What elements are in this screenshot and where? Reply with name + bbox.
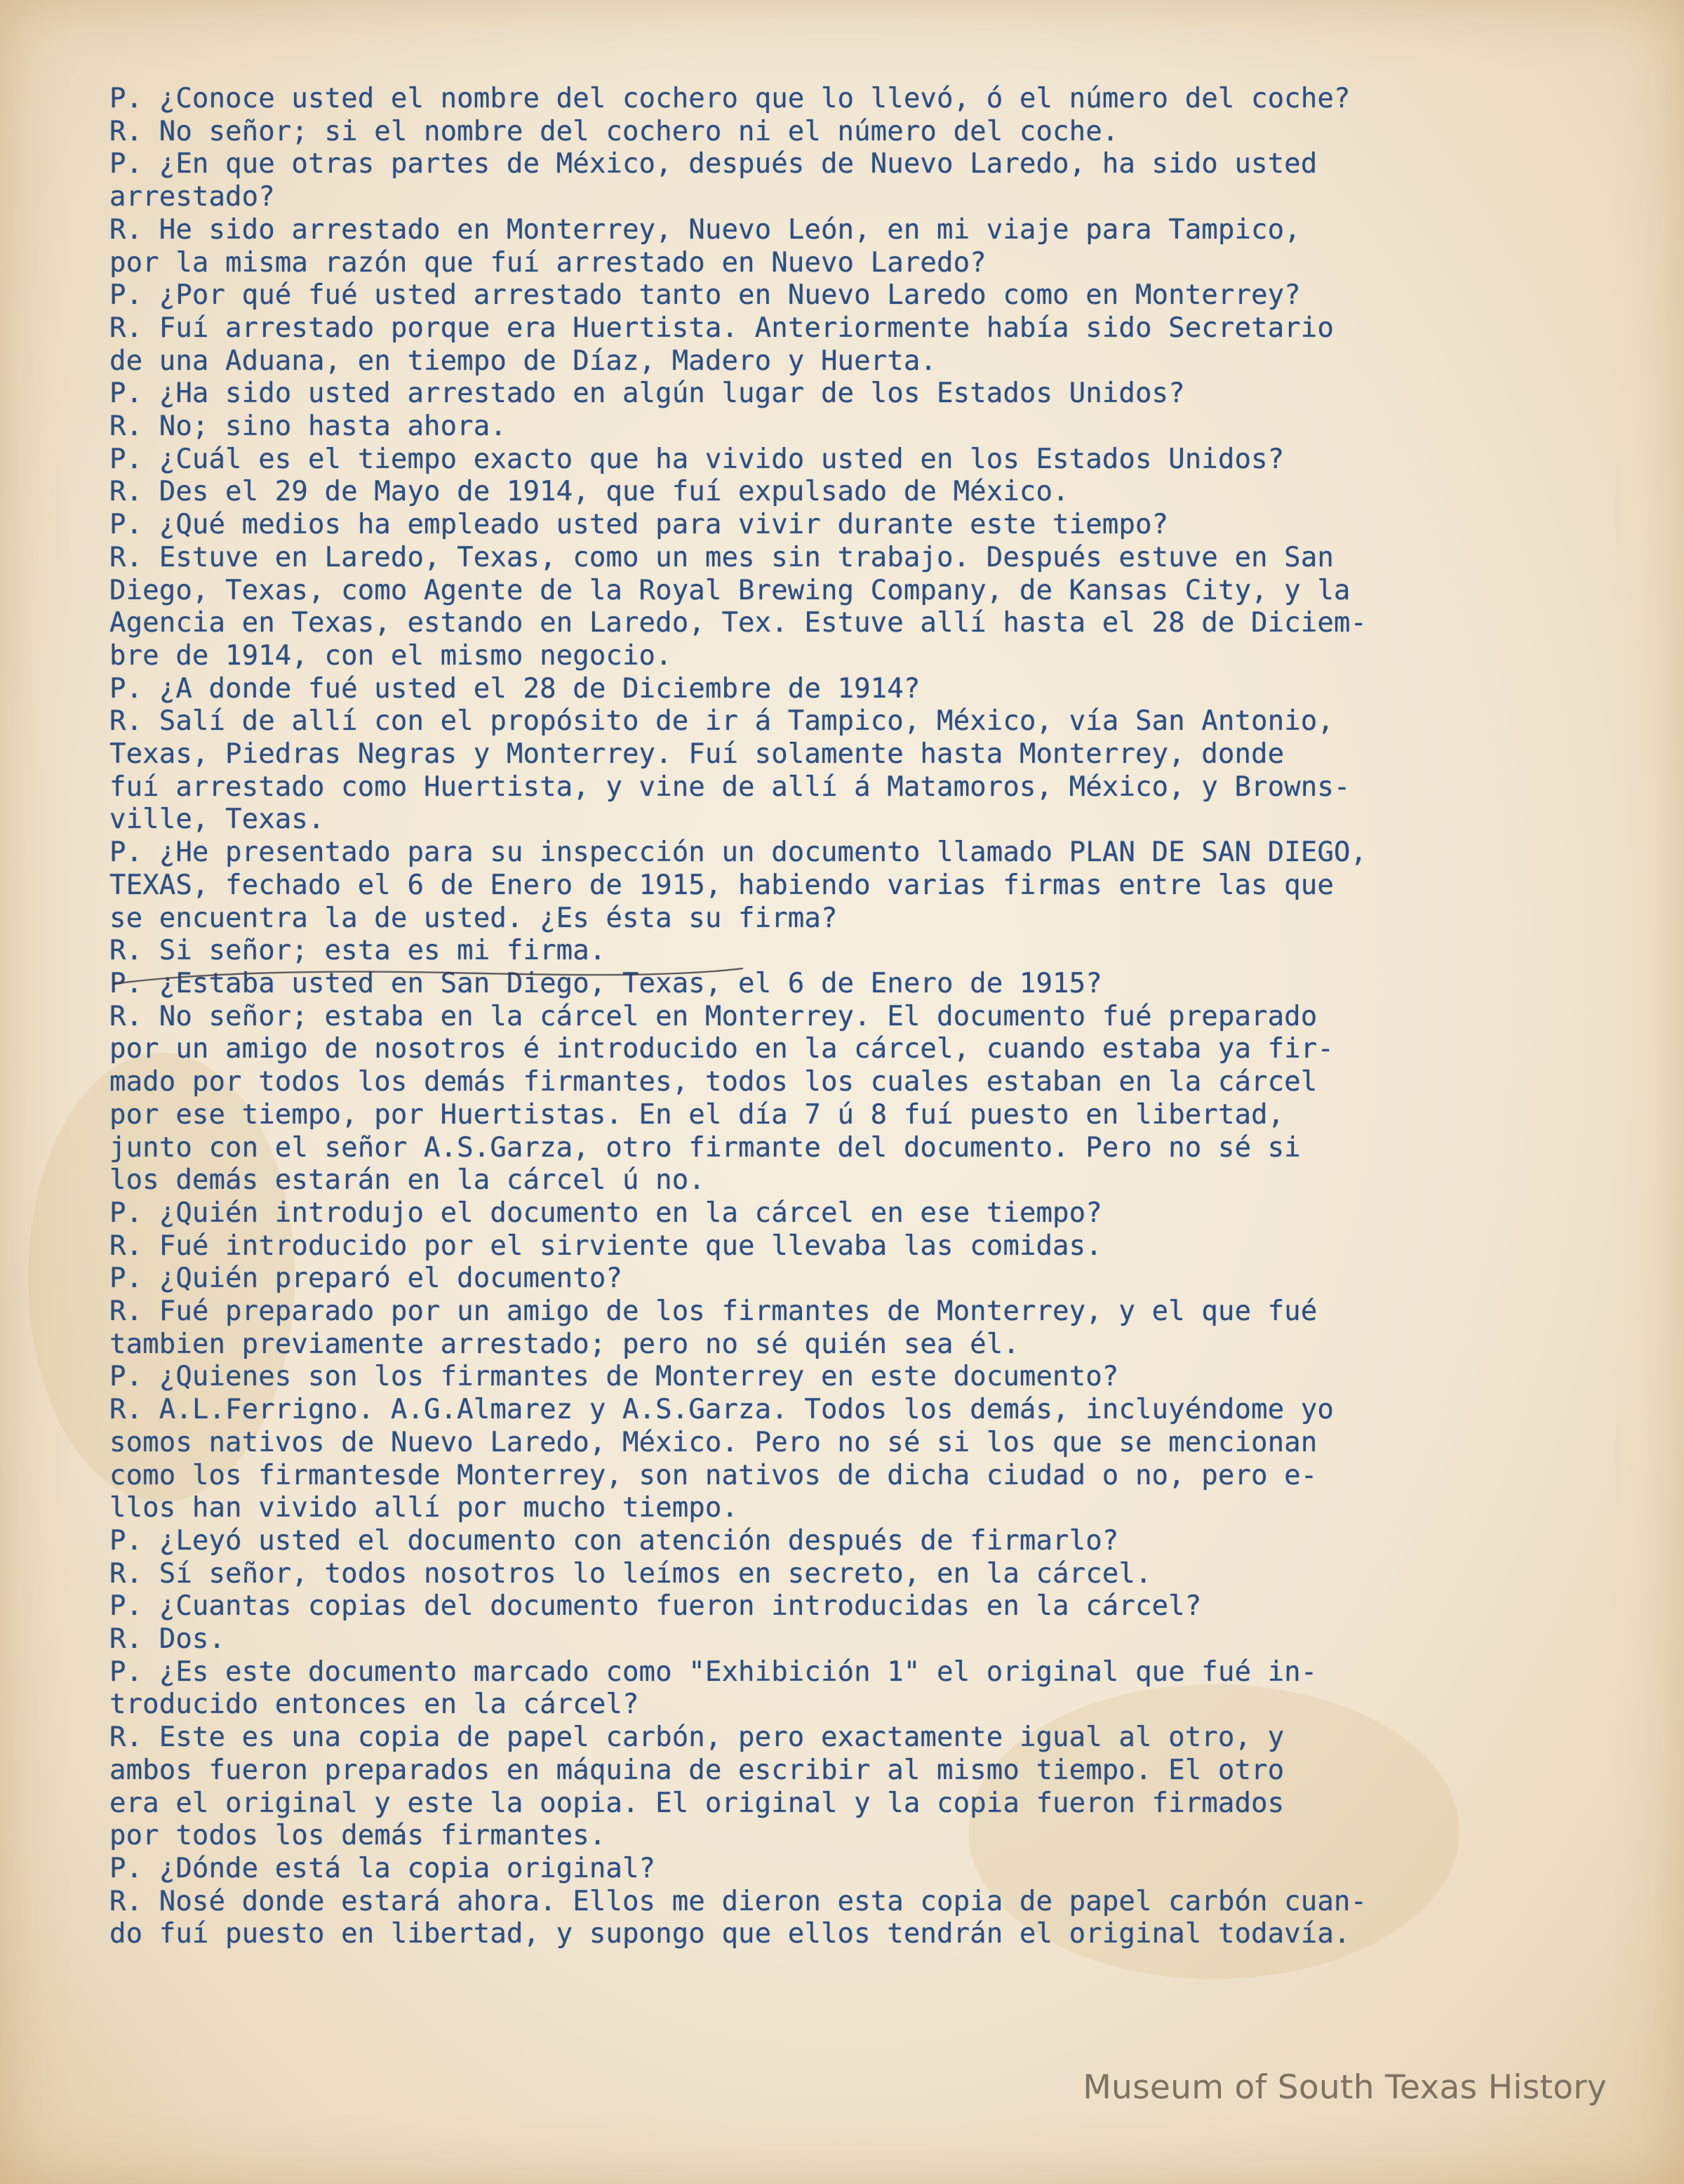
- typed-transcript: [109, 83, 1653, 1951]
- transcript-line: P. ¿A donde fué usted el 28 de Diciembre de 1914?: [109, 672, 921, 705]
- transcript-line: R. Estuve en Laredo, Texas, como un mes sin trabajo. Después estuve en San: [109, 541, 1334, 573]
- transcript-line: de una Aduana, en tiempo de Díaz, Madero y Huerta.: [109, 345, 937, 377]
- transcript-line: R. Fuí arrestado porque era Huertista. Anteriormente había sido Secretario: [109, 312, 1334, 344]
- transcript-line: llos han vivido allí por mucho tiempo.: [109, 1492, 739, 1524]
- transcript-line: P. ¿Por qué fué usted arrestado tanto en Nuevo Laredo como en Monterrey?: [109, 279, 1301, 312]
- transcript-line: por un amigo de nosotros é introducido en la cárcel, cuando estaba ya fir-: [109, 1033, 1334, 1065]
- transcript-line: bre de 1914, con el mismo negocio.: [109, 639, 672, 672]
- transcript-line: R. Si señor; esta es mi firma.: [109, 935, 606, 967]
- transcript-line: P. ¿Estaba usted en San Diego, Texas, el 6 de Enero de 1915?: [109, 967, 1102, 999]
- transcript-line: P. ¿He presentado para su inspección un documento llamado PLAN DE SAN DIEGO,: [109, 837, 1368, 869]
- transcript-line: R. No señor; estaba en la cárcel en Monterrey. El documento fué preparado: [109, 1000, 1318, 1032]
- transcript-line: ville, Texas.: [109, 804, 325, 836]
- transcript-line: como los firmantesde Monterrey, son nativos de dicha ciudad o no, pero e-: [109, 1459, 1318, 1491]
- transcript-line: era el original y este la oopia. El original y la copia fueron firmados: [109, 1787, 1285, 1819]
- transcript-line: P. ¿Dónde está la copia original?: [109, 1852, 656, 1884]
- transcript-line: R. No señor; si el nombre del cochero ni el número del coche.: [109, 115, 1119, 147]
- transcript-line: P. ¿Ha sido usted arrestado en algún lugar de los Estados Unidos?: [109, 378, 1185, 410]
- transcript-line: los demás estarán en la cárcel ú no.: [109, 1164, 705, 1197]
- transcript-line: fuí arrestado como Huertista, y vine de allí á Matamoros, México, y Browns-: [109, 771, 1351, 803]
- transcript-line: junto con el señor A.S.Garza, otro firmante del documento. Pero no sé si: [109, 1131, 1301, 1164]
- transcript-line: do fuí puesto en libertad, y supongo que ellos tendrán el original todavía.: [109, 1918, 1351, 1950]
- transcript-line: Texas, Piedras Negras y Monterrey. Fuí solamente hasta Monterrey, donde: [109, 738, 1285, 771]
- transcript-line: P. ¿Quién introdujo el documento en la cárcel en ese tiempo?: [109, 1197, 1102, 1229]
- transcript-line: R. A.L.Ferrigno. A.G.Almarez y A.S.Garza. Todos los demás, incluyéndome yo: [109, 1394, 1334, 1426]
- transcript-line: somos nativos de Nuevo Laredo, México. Pero no sé si los que se mencionan: [109, 1426, 1318, 1458]
- transcript-line: R. No; sino hasta ahora.: [109, 411, 507, 443]
- transcript-line: tambien previamente arrestado; pero no sé quién sea él.: [109, 1328, 1020, 1360]
- transcript-line: P. ¿Quién preparó el documento?: [109, 1263, 622, 1295]
- transcript-line: P. ¿Cuantas copias del documento fueron introducidas en la cárcel?: [109, 1590, 1202, 1623]
- transcript-line: ambos fueron preparados en máquina de escribir al mismo tiempo. El otro: [109, 1754, 1285, 1786]
- transcript-line: R. Fué preparado por un amigo de los firmantes de Monterrey, y el que fué: [109, 1296, 1318, 1328]
- transcript-line: R. He sido arrestado en Monterrey, Nuevo León, en mi viaje para Tampico,: [109, 213, 1301, 246]
- transcript-line: por todos los demás firmantes.: [109, 1820, 606, 1852]
- transcript-line: P. ¿Quienes son los firmantes de Monterrey en este documento?: [109, 1361, 1119, 1393]
- transcript-line: P. ¿Leyó usted el documento con atención después de firmarlo?: [109, 1524, 1119, 1557]
- transcript-line: por ese tiempo, por Huertistas. En el día 7 ú 8 fuí puesto en libertad,: [109, 1098, 1285, 1131]
- transcript-line: R. Este es una copia de papel carbón, pero exactamente igual al otro, y: [109, 1722, 1285, 1754]
- transcript-line: R. Nosé donde estará ahora. Ellos me dieron esta copia de papel carbón cuan-: [109, 1885, 1368, 1917]
- transcript-line: mado por todos los demás firmantes, todos los cuales estaban en la cárcel: [109, 1066, 1318, 1098]
- transcript-line: P. ¿Qué medios ha empleado usted para vivir durante este tiempo?: [109, 509, 1169, 541]
- transcript-line: P. ¿Es este documento marcado como "Exhibición 1" el original que fué in-: [109, 1656, 1318, 1688]
- transcript-line: R. Dos.: [109, 1623, 226, 1656]
- transcript-line: P. ¿Conoce usted el nombre del cochero que lo llevó, ó el número del coche?: [109, 83, 1351, 114]
- transcript-line: por la misma razón que fuí arrestado en Nuevo Laredo?: [109, 246, 987, 279]
- transcript-line: Diego, Texas, como Agente de la Royal Brewing Company, de Kansas City, y la: [109, 574, 1351, 606]
- transcript-line: troducido entonces en la cárcel?: [109, 1689, 639, 1721]
- transcript-line: R. Des el 29 de Mayo de 1914, que fuí expulsado de México.: [109, 476, 1069, 508]
- transcript-line: P. ¿Cuál es el tiempo exacto que ha vivido usted en los Estados Unidos?: [109, 443, 1285, 475]
- transcript-line: Agencia en Texas, estando en Laredo, Tex. Estuve allí hasta el 28 de Diciem-: [109, 607, 1368, 639]
- transcript-line: R. Sí señor, todos nosotros lo leímos en secreto, en la cárcel.: [109, 1557, 1152, 1590]
- pencil-underline-mark: [111, 963, 756, 991]
- transcript-line: TEXAS, fechado el 6 de Enero de 1915, habiendo varias firmas entre las que: [109, 869, 1334, 901]
- transcript-line: P. ¿En que otras partes de México, después de Nuevo Laredo, ha sido usted: [109, 148, 1318, 180]
- museum-watermark: Museum of South Texas History: [1083, 2068, 1607, 2107]
- transcript-line: se encuentra la de usted. ¿Es ésta su firma?: [109, 902, 838, 934]
- transcript-line: arrestado?: [109, 181, 275, 213]
- transcript-line: R. Fué introducido por el sirviente que llevaba las comidas.: [109, 1230, 1102, 1262]
- transcript-line: R. Salí de allí con el propósito de ir á Tampico, México, vía San Antonio,: [109, 705, 1334, 738]
